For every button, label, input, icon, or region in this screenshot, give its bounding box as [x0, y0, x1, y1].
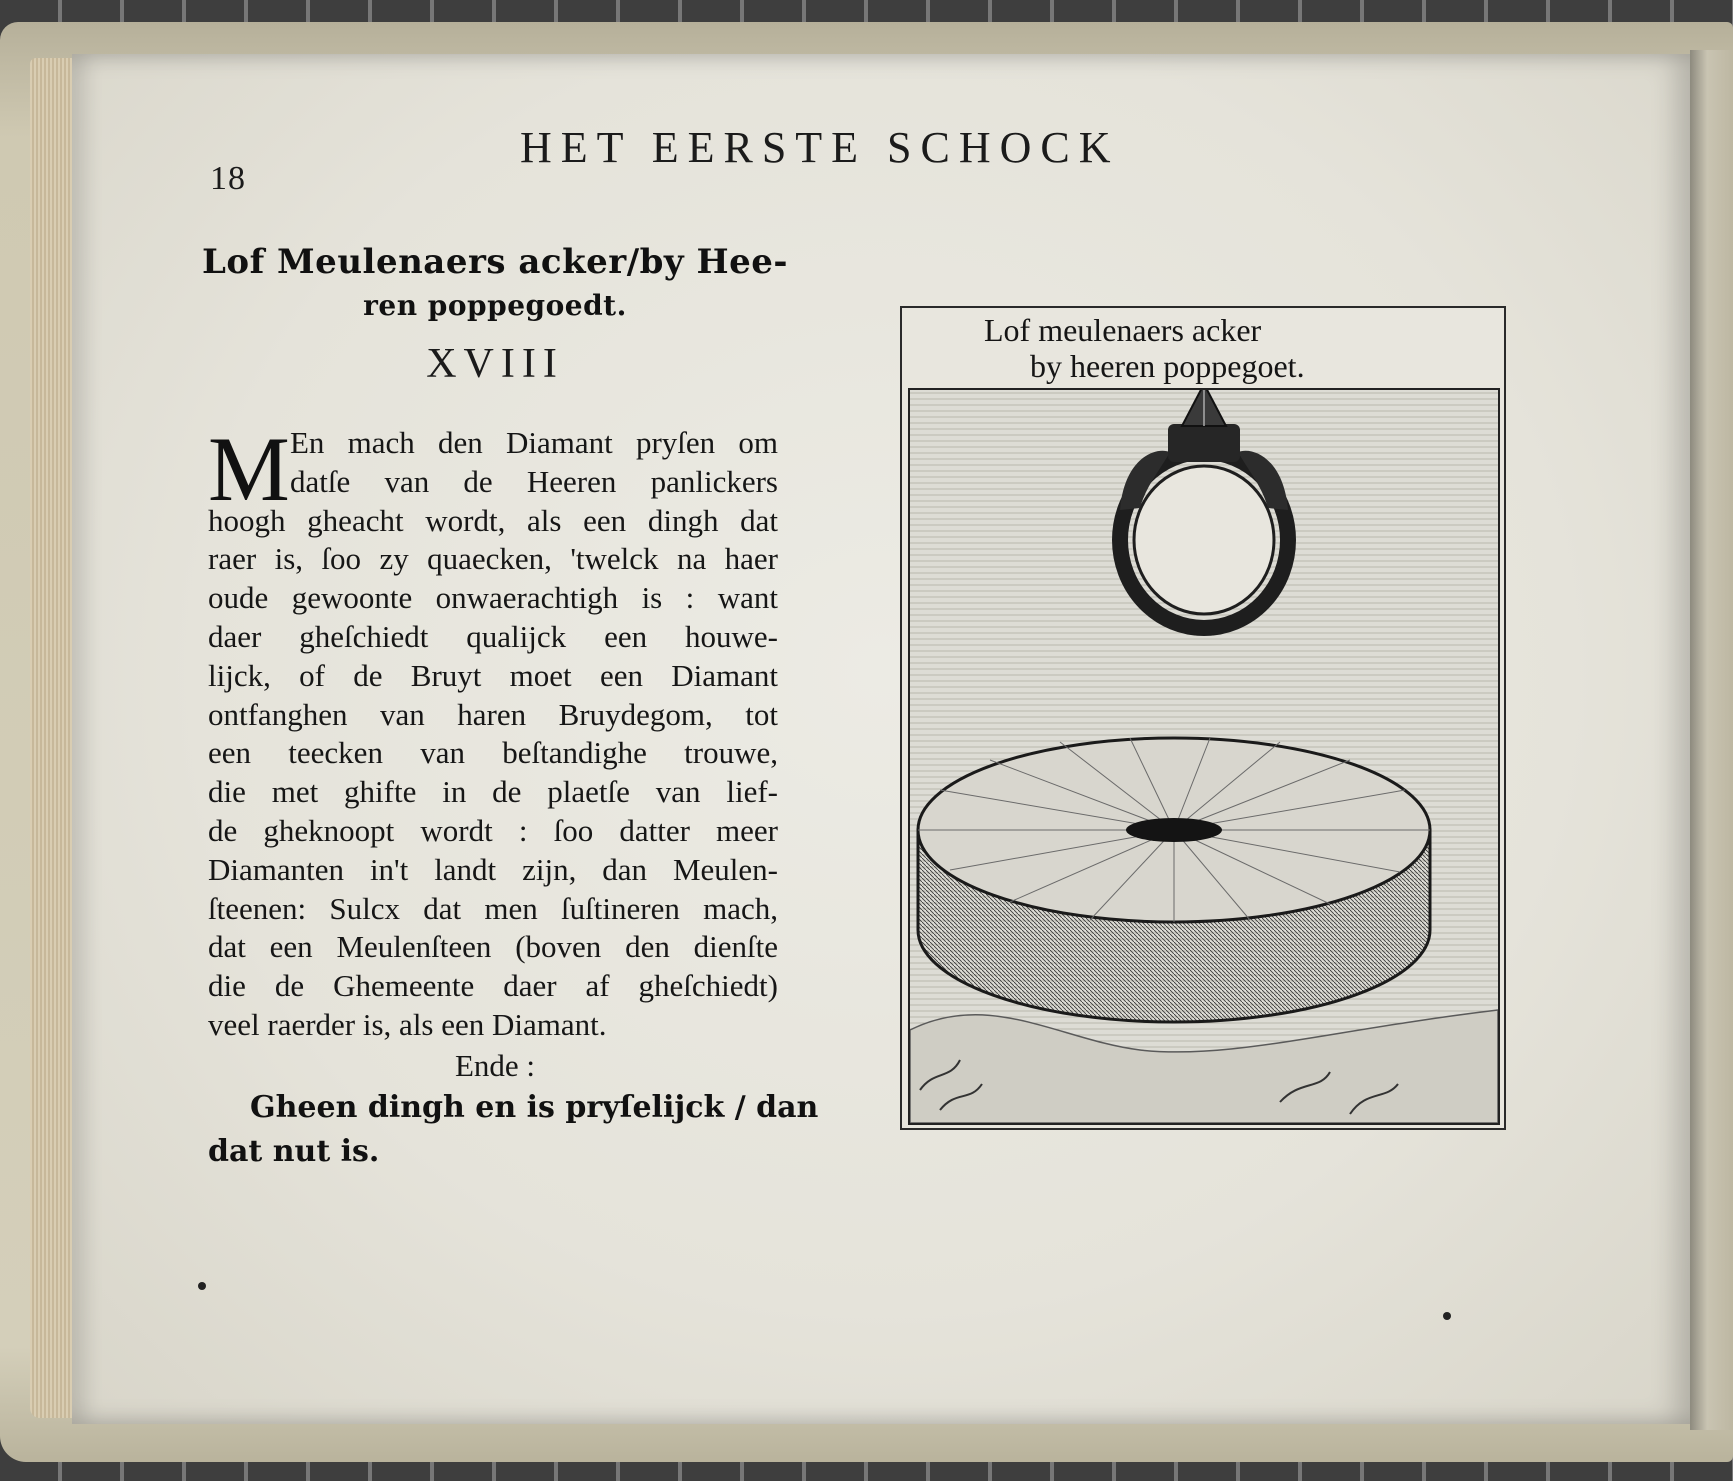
body-line: die de Ghemeente daer af gheſchiedt) [208, 968, 778, 1004]
ende-line: Ende : [454, 1048, 536, 1083]
body-line: oude gewoonte onwaerachtigh is : want [208, 580, 778, 616]
page-number: 18 [210, 160, 246, 197]
body-line: die met ghifte in de plaetſe van lief- [208, 774, 778, 810]
engraving [908, 388, 1500, 1125]
ring-bezel [1168, 424, 1240, 462]
binding-edge [1690, 50, 1733, 1430]
body-line: datſe van de Heeren panlickers [290, 463, 778, 499]
body-line: Diamanten in't landt zijn, dan Meulen- [208, 851, 778, 887]
motto [208, 1086, 819, 1174]
ink-speck [198, 1282, 206, 1290]
millstone [918, 738, 1430, 1022]
section-title [200, 240, 790, 328]
body-line: de gheknoopt wordt : ſoo datter meer [208, 812, 778, 848]
millstone-hole [1126, 818, 1222, 842]
body-line: veel raerder is, als een Diamant. [208, 1006, 607, 1042]
plate-caption [902, 308, 1504, 386]
emblem-plate [900, 306, 1506, 1130]
ring-inner [1134, 466, 1274, 614]
body-line: raer is, ſoo zy quaecken, 'twelck na haer [208, 541, 778, 577]
section-title-line-2: ren poppegoedt. [363, 289, 627, 322]
motto-line-2: dat nut is. [208, 1134, 380, 1169]
body-line: daer gheſchiedt qualijck een houwe- [208, 618, 778, 654]
body-line: hoogh gheacht wordt, als een dingh dat [208, 502, 778, 538]
motto-line-1: Gheen dingh en is pryſelijck / dan [250, 1090, 819, 1125]
body-text [208, 418, 778, 1045]
body-line: En mach den Diamant pryſen om [290, 425, 778, 460]
body-line: ſteenen: Sulcx dat men ſuſtineren mach, [208, 890, 778, 926]
section-numeral: XVIII [426, 341, 564, 387]
drop-cap: M [208, 418, 290, 520]
plate-caption-line-1: Lof meulenaers acker [984, 312, 1262, 348]
body-line: lijck, of de Bruyt moet een Diamant [208, 657, 778, 693]
section-title-line-1: Lof Meulenaers acker/by Hee- [202, 242, 788, 282]
body-line: een teecken van beſtandighe trouwe, [208, 735, 778, 771]
body-line: dat een Meulenſteen (boven den dienſte [208, 929, 778, 965]
body-line: ontfanghen van haren Bruydegom, tot [208, 696, 778, 732]
running-head: HET EERSTE SCHOCK [520, 123, 1120, 172]
plate-caption-line-2: by heeren poppegoet. [1030, 348, 1305, 384]
engraving-illustration [910, 390, 1498, 1123]
ink-speck [1443, 1312, 1451, 1320]
